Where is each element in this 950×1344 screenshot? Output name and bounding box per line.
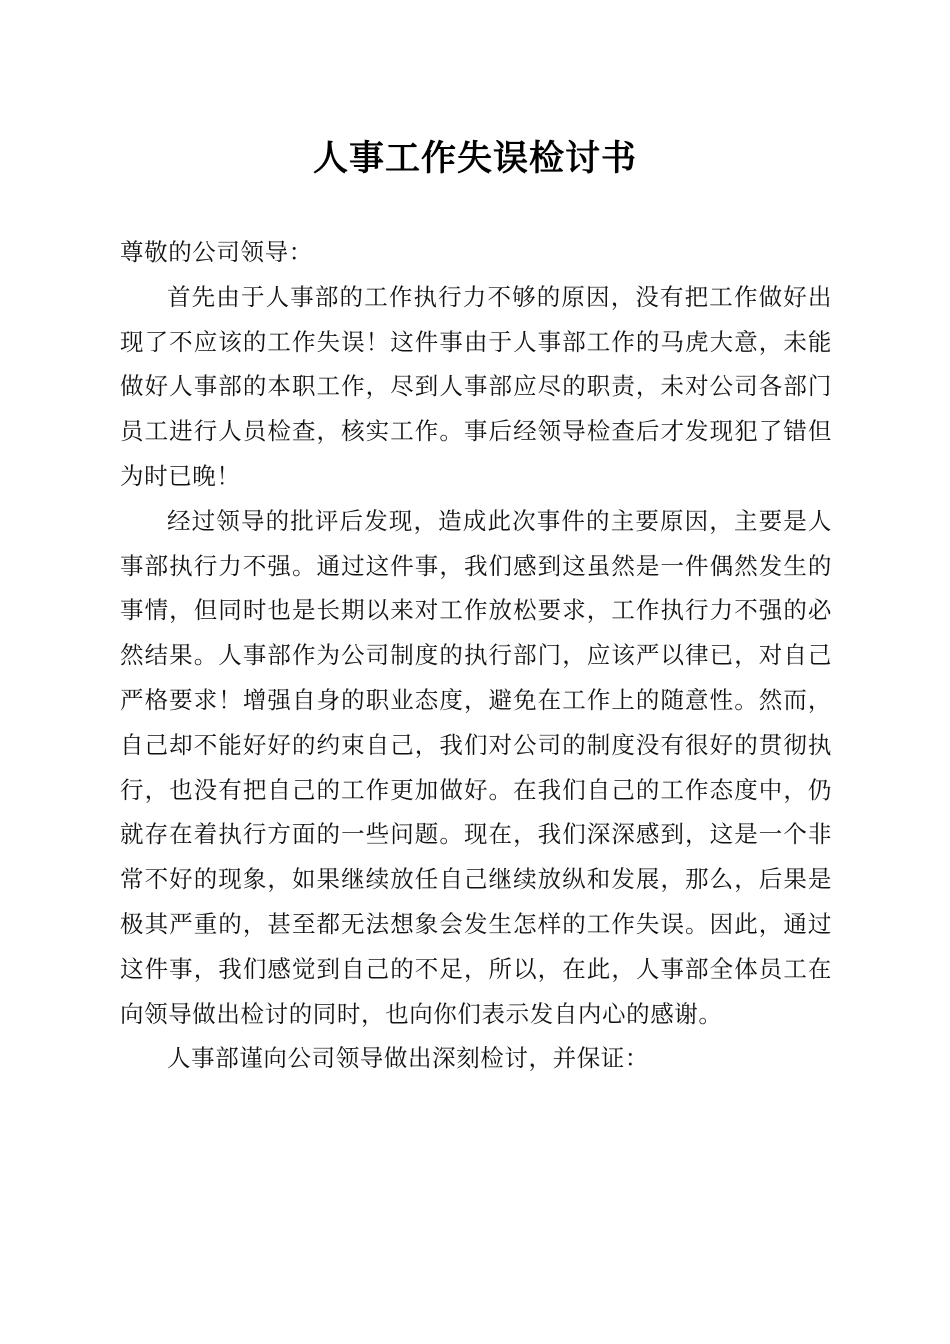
document-title: 人事工作失误检讨书	[312, 138, 637, 179]
paragraph-3: 人事部谨向公司领导做出深刻检讨，并保证：	[167, 1044, 649, 1073]
paragraph-2: 经过领导的批评后发现，造成此次事件的主要原因，主要是人事部执行力不强。通过这件事，我们感到这虽然是一件偶然发生的事情，但同时也是长期以来对工作放松要求，工作执行力不强的必然结果。人事部作为公司制度的执行部门，应该严以律已，对自己严格要求！增强自身的职业态度，避免在工作上的随意性。然而，自己却不能好好的约束自己，我们对公司的制度没有很好的贯彻执行，也没有把自己的工作更加做好。在我们自己的工作态度中，仍就存在着执行方面的一些问题。现在，我们深深感到，这是一个非常不好的现象，如果继续放任自己继续放纵和发展，那么，后果是极其严重的，甚至都无法想象会发生怎样的工作失误。因此，通过这件事，我们感觉到自己的不足，所以，在此，人事部全体员工在向领导做出检讨的同时，也向你们表示发自内心的感谢。	[120, 506, 832, 1028]
paragraph-1: 首先由于人事部的工作执行力不够的原因，没有把工作做好出现了不应该的工作失误！这件事由于人事部工作的马虎大意，未能做好人事部的本职工作，尽到人事部应尽的职责，未对公司各部门员工进行人员检查，核实工作。事后经领导检查后才发现犯了错但为时已晚！	[120, 282, 832, 490]
document-body	[120, 230, 832, 1081]
salutation: 尊敬的公司领导：	[120, 238, 313, 266]
